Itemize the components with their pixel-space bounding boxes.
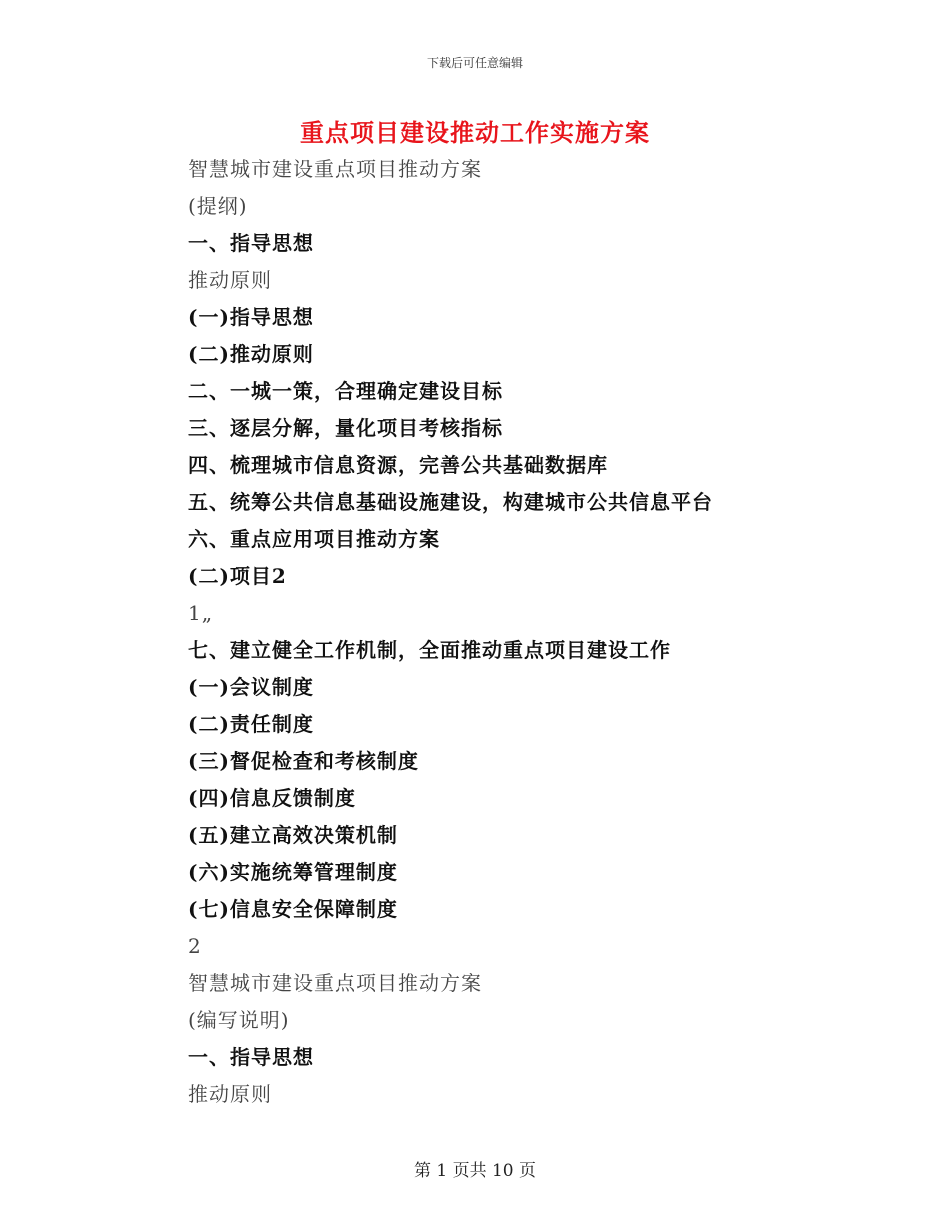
body-text-line: 智慧城市建设重点项目推动方案	[188, 157, 482, 181]
section-heading: 一、指导思想	[188, 1045, 314, 1069]
section-heading: (五)建立高效决策机制	[188, 823, 398, 847]
section-heading: 六、重点应用项目推动方案	[188, 527, 440, 551]
section-heading: 三、逐层分解，量化项目考核指标	[188, 416, 503, 440]
section-heading: (七)信息安全保障制度	[188, 897, 398, 921]
section-heading: (二)推动原则	[188, 342, 314, 366]
body-text-line: 2	[188, 934, 202, 958]
section-heading: (二)责任制度	[188, 712, 314, 736]
body-text-line: 推动原则	[188, 268, 272, 292]
section-heading: (四)信息反馈制度	[188, 786, 356, 810]
document-body	[188, 151, 868, 1113]
page-footer: 第 1 页共 10 页	[413, 1161, 537, 1181]
section-heading: 五、统筹公共信息基础设施建设，构建城市公共信息平台	[188, 490, 713, 514]
section-heading: (六)实施统筹管理制度	[188, 860, 398, 884]
body-text-line: 1„	[188, 601, 214, 625]
document-title: 重点项目建设推动工作实施方案	[300, 118, 650, 147]
body-text-line: 智慧城市建设重点项目推动方案	[188, 971, 482, 995]
section-heading: (二)项目2	[188, 564, 287, 588]
body-text-line: (提纲)	[188, 194, 248, 218]
body-text-line: (编写说明)	[188, 1008, 290, 1032]
section-heading: 一、指导思想	[188, 231, 314, 255]
body-text-line: 推动原则	[188, 1082, 272, 1106]
section-heading: 二、一城一策，合理确定建设目标	[188, 379, 503, 403]
section-heading: (一)会议制度	[188, 675, 314, 699]
section-heading: (三)督促检查和考核制度	[188, 749, 419, 773]
section-heading: 七、建立健全工作机制，全面推动重点项目建设工作	[188, 638, 671, 662]
section-heading: 四、梳理城市信息资源，完善公共基础数据库	[188, 453, 608, 477]
section-heading: (一)指导思想	[188, 305, 314, 329]
page-header: 下载后可任意编辑	[426, 56, 523, 70]
